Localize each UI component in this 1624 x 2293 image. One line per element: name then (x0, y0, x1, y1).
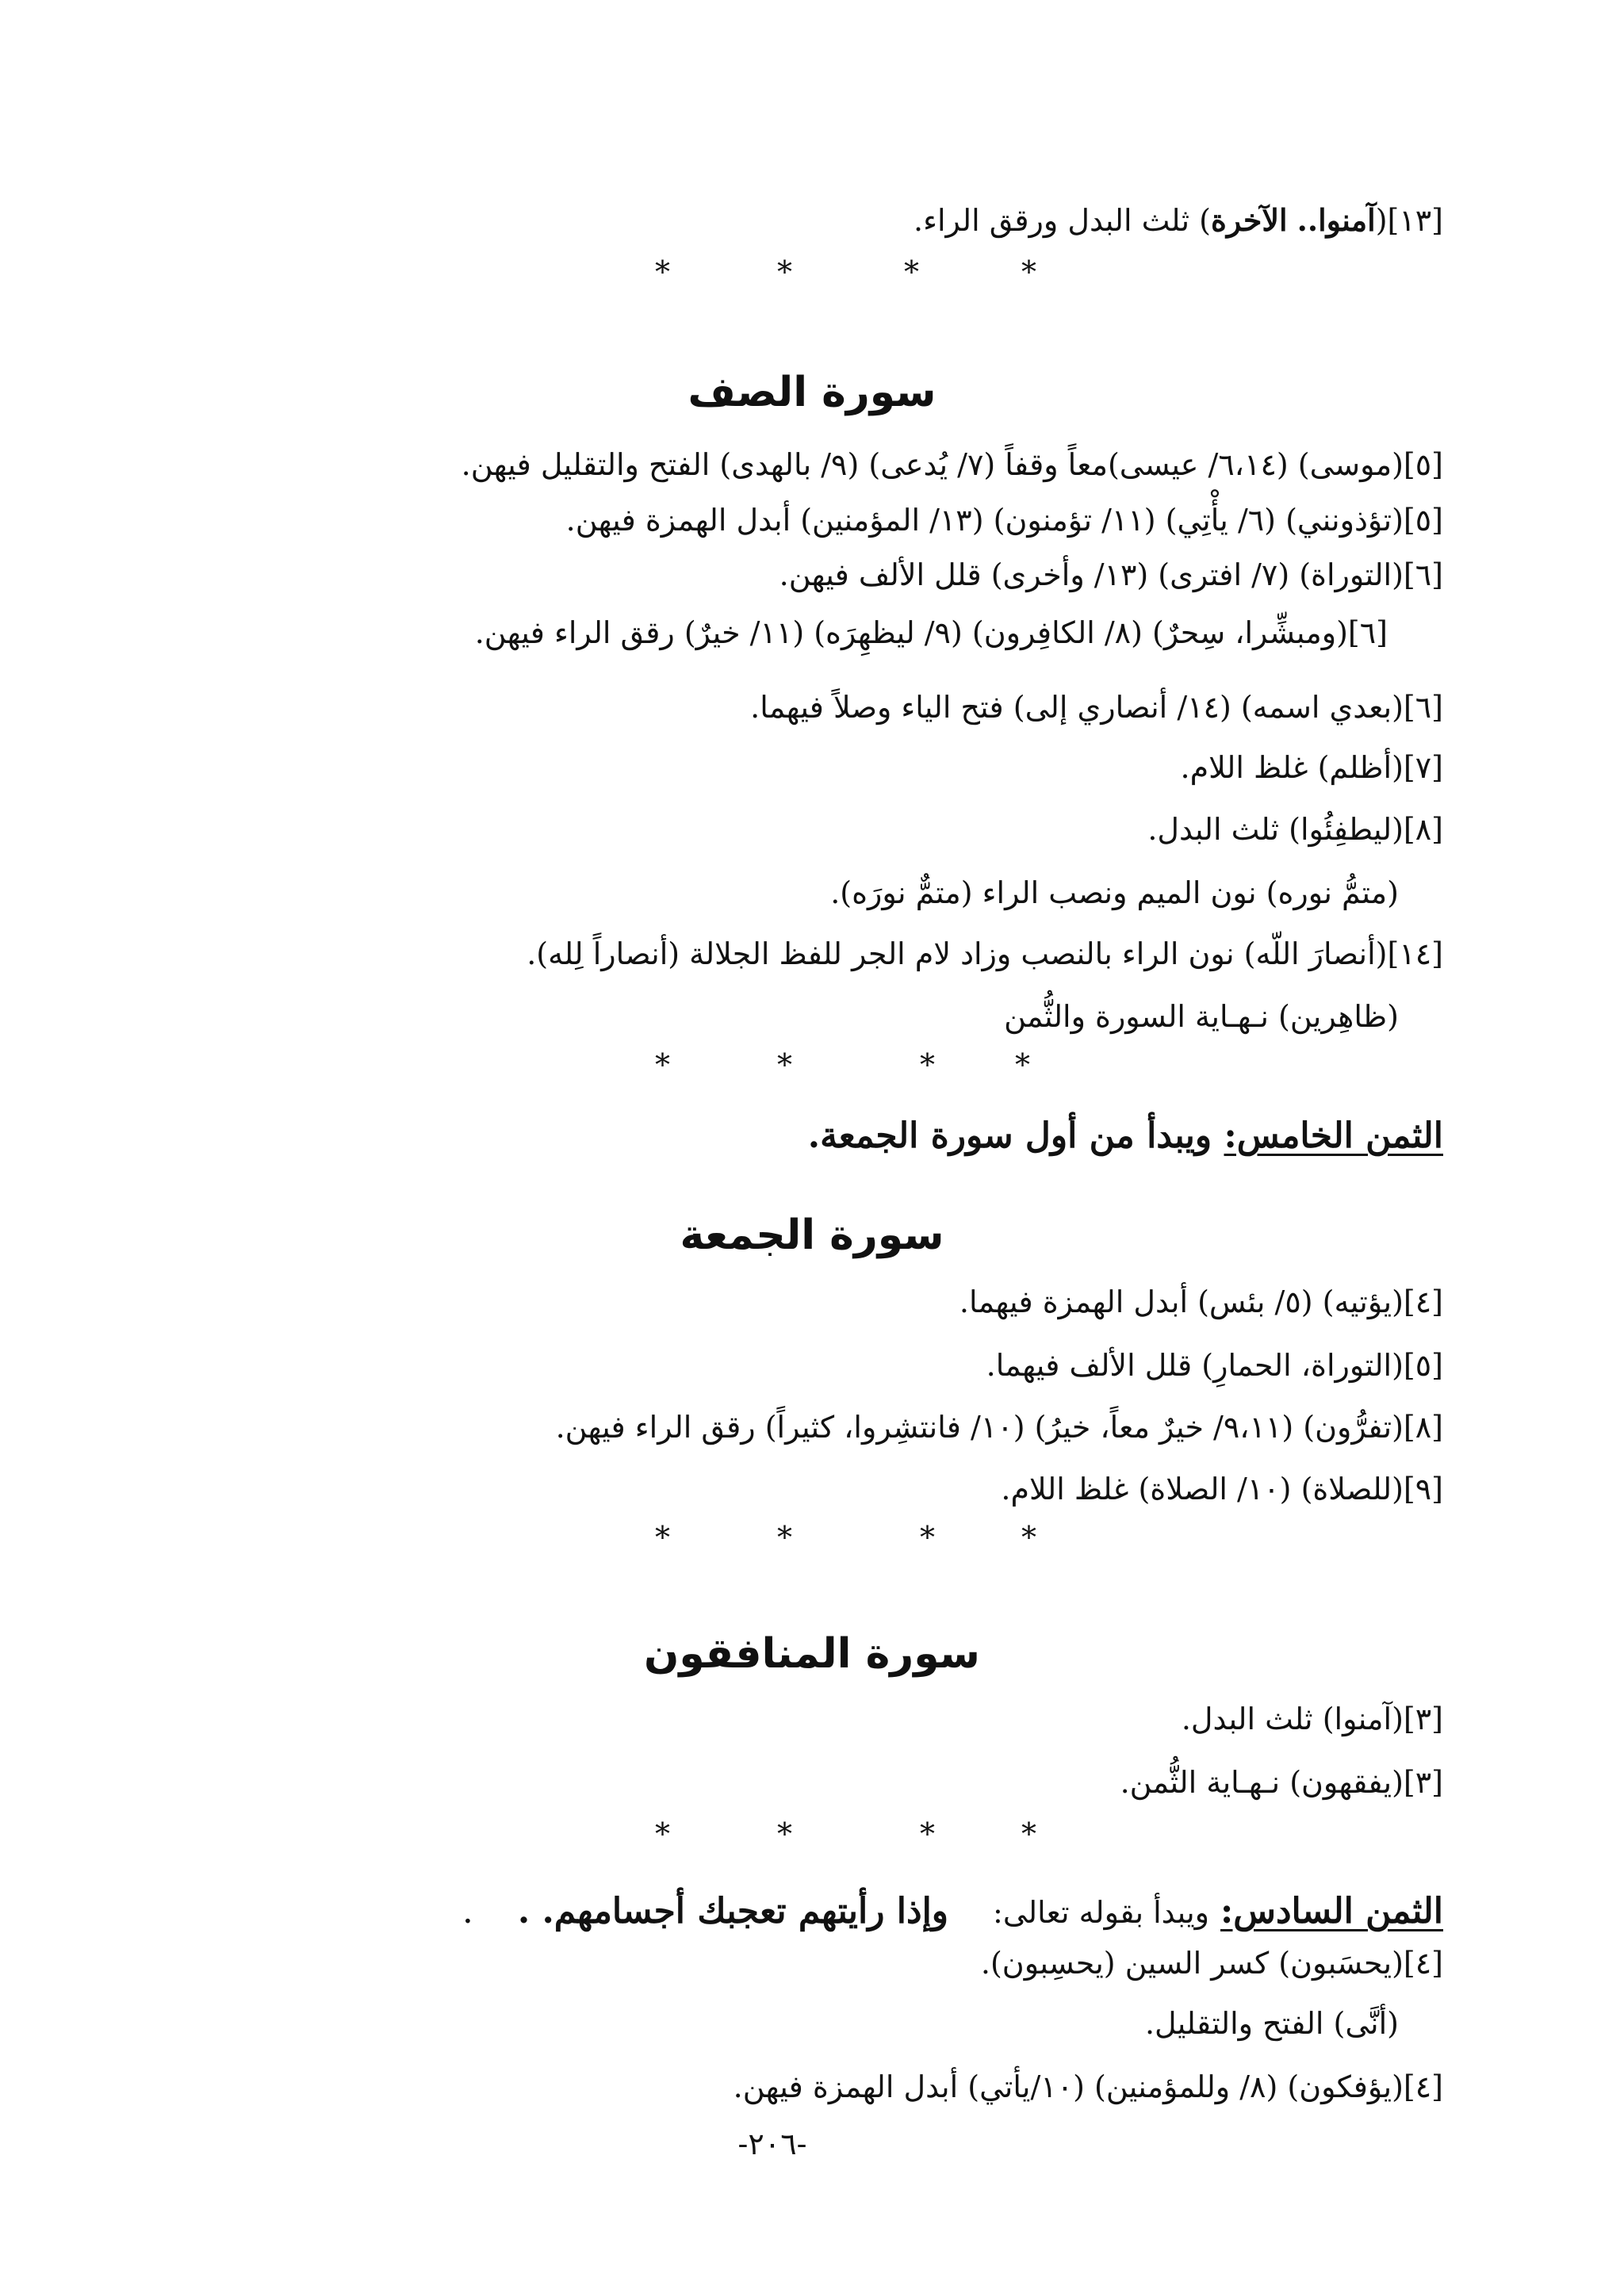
text-line: [٤](يحسَبون) كسر السين (يحسِبون). (980, 1946, 1443, 1981)
star: * (777, 1816, 792, 1851)
section-heading-sixth: الثمن السادس: ويبدأ بقوله تعالى: وإذا رأيتهم تعجبك أجسامهم. . . (462, 1891, 1443, 1931)
separator-stars (0, 1518, 1624, 1557)
star: * (777, 1520, 792, 1555)
text-line: [٧](أظلم) غلظ اللام. (1180, 750, 1443, 785)
text-line: [٦](التوراة) (٧/ افترى) (١٣/ وأخرى) قلل الألف فيهن. (779, 557, 1443, 592)
star: * (1015, 1047, 1030, 1082)
page-number: -٢٠٦- (737, 2126, 807, 2161)
text-line: (ظاهِرين) نـهـاية السورة والثُّمن (1004, 999, 1399, 1034)
star: * (655, 255, 670, 289)
text-line: [٨](ليطفِئُوا) ثلث البدل. (1147, 812, 1443, 847)
star: * (920, 1520, 935, 1555)
star: * (655, 1520, 670, 1555)
text-line: [٣](آمنوا) ثلث البدل. (1181, 1702, 1443, 1736)
surah-title-jumuah: سورة الجمعة (680, 1212, 944, 1259)
text-line: [٣](يفقهون) نـهـاية الثُّمن. (1120, 1765, 1443, 1800)
star: * (655, 1047, 670, 1082)
text-line: [٤](يؤتيه) (٥/ بئس) أبدل الهمزة فيهما. (959, 1284, 1443, 1319)
star: * (904, 255, 919, 289)
star: * (655, 1816, 670, 1851)
text-line: [٦](بعدي اسمه) (١٤/ أنصاري إلى) فتح الياء وصلاً فيهما. (750, 690, 1443, 725)
text-line: [٨](تفرُّون) (٩،١١/ خيرٌ معاً، خيرُ) (١٠/ فانتشِروا، كثيراً) رقق الراء فيهن. (555, 1410, 1443, 1445)
surah-title-saff: سورة الصف (688, 369, 936, 416)
text-line: (متمُّ نوره) نون الميم ونصب الراء (متمٌّ نورَه). (830, 875, 1399, 910)
text-line: [١٤](أنصارَ اللّه) نون الراء بالنصب وزاد لام الجر للفظ الجلالة (أنصاراً لِله). (527, 936, 1443, 971)
star: * (777, 1047, 792, 1082)
star: * (1021, 255, 1036, 289)
text-line: [٩](للصلاة) (١٠/ الصلاة) غلظ اللام. (1001, 1472, 1443, 1506)
separator-stars (0, 252, 1624, 292)
separator-stars (0, 1045, 1624, 1085)
star: * (1021, 1816, 1036, 1851)
text-line-13: [١٣](آمنوا.. الآخرة) ثلث البدل ورقق الراء. (914, 202, 1443, 238)
separator-stars (0, 1814, 1624, 1854)
section-heading-fifth: الثمن الخامس: ويبدأ من أول سورة الجمعة. (807, 1116, 1443, 1156)
text-line: [٥](تؤذونني) (٦/ يأْتِي) (١١/ تؤمنون) (١٣/ المؤمنين) أبدل الهمزة فيهن. (565, 503, 1443, 538)
surah-title-munafiqun: سورة المنافقون (644, 1630, 980, 1678)
text-line: [٦](ومبشِّرا، سِحرٌ) (٨/ الكافِرون) (٩/ ليظهِرَه) (١١/ خيرٌ) رقق الراء فيهن. (474, 615, 1388, 650)
star: * (777, 255, 792, 289)
text-line: (أنَّى) الفتح والتقليل. (1144, 2006, 1399, 2041)
star: * (1021, 1520, 1036, 1555)
text-line: [٤](يؤفكون) (٨/ وللمؤمنين) (١٠/يأتي) أبدل الهمزة فيهن. (733, 2069, 1443, 2104)
text-line: [٥](التوراة، الحمارِ) قلل الألف فيهما. (986, 1348, 1443, 1383)
text-line: [٥](موسى) (٦،١٤/ عيسى)معاً وقفاً (٧/ يُدعى) (٩/ بالهدى) الفتح والتقليل فيهن. (461, 447, 1443, 482)
star: * (920, 1816, 935, 1851)
star: * (920, 1047, 935, 1082)
